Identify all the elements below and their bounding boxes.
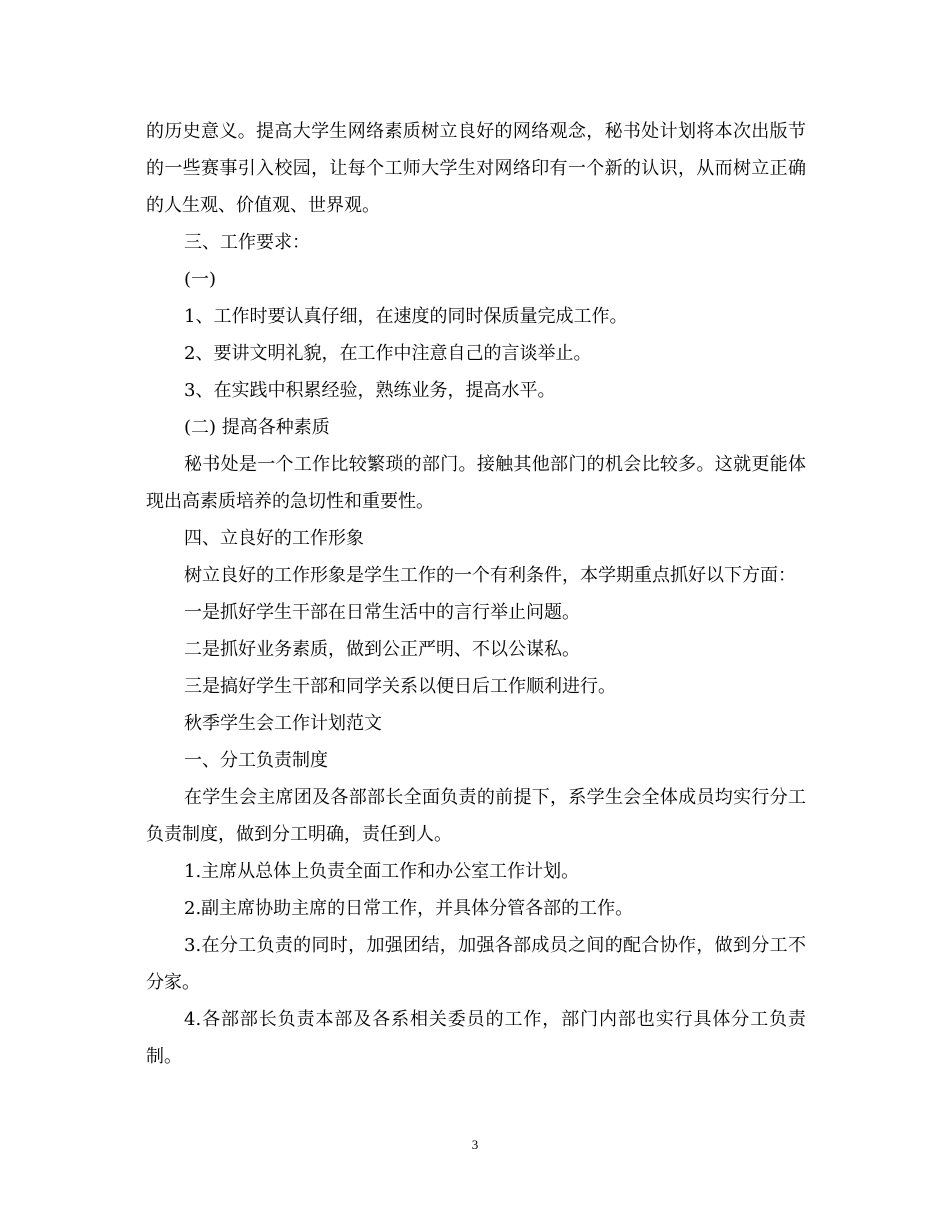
list-item: 三是搞好学生干部和同学关系以便日后工作顺利进行。 [184, 676, 616, 697]
section-heading: 三、工作要求： [184, 232, 310, 253]
list-item: 1.主席从总体上负责全面工作和办公室工作计划。 [184, 861, 580, 882]
subsection-heading: (一) [184, 269, 217, 290]
paragraph: 树立良好的工作形象是学生工作的一个有利条件，本学期重点抓好以下方面： [184, 565, 796, 586]
list-item: 4.各部部长负责本部及各系相关委员的工作，部门内部也实行具体分工负责制。 [146, 1009, 806, 1067]
section-heading: 四、立良好的工作形象 [184, 528, 364, 549]
document-title: 秋季学生会工作计划范文 [184, 713, 382, 734]
paragraph: 的历史意义。提高大学生网络素质树立良好的网络观念，秘书处计划将本次出版节的一些赛事引入校园，让每个工师大学生对网络印有一个新的认识，从而树立正确的人生观、价值观、世界观。 [146, 121, 806, 216]
list-item: 3、在实践中积累经验，熟练业务，提高水平。 [184, 380, 556, 401]
list-item: 1、工作时要认真仔细，在速度的同时保质量完成工作。 [184, 306, 628, 327]
list-item: 二是抓好业务素质，做到公正严明、不以公谋私。 [184, 639, 580, 660]
list-item: 3.在分工负责的同时，加强团结，加强各部成员之间的配合协作，做到分工不分家。 [146, 935, 806, 993]
document-body [146, 113, 806, 1075]
list-item: 2、要讲文明礼貌，在工作中注意自己的言谈举止。 [184, 343, 592, 364]
list-item: 2.副主席协助主席的日常工作，并具体分管各部的工作。 [184, 898, 634, 919]
paragraph: 在学生会主席团及各部部长全面负责的前提下，系学生会全体成员均实行分工负责制度，做到分工明确，责任到人。 [146, 787, 806, 845]
page-number: 3 [471, 1137, 479, 1152]
section-heading: 一、分工负责制度 [184, 750, 328, 771]
paragraph: 秘书处是一个工作比较繁琐的部门。接触其他部门的机会比较多。这就更能体现出高素质培养的急切性和重要性。 [146, 454, 806, 512]
list-item: 一是抓好学生干部在日常生活中的言行举止问题。 [184, 602, 580, 623]
subsection-heading: (二) 提高各种素质 [184, 417, 330, 438]
